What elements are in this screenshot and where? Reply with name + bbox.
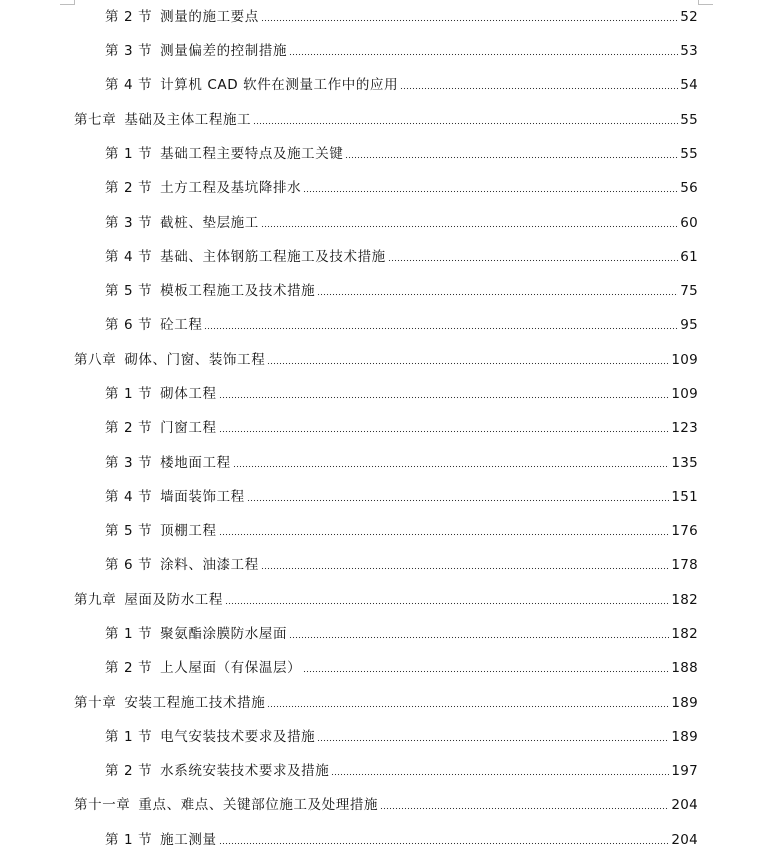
toc-entry-title: 砌体工程 bbox=[160, 386, 217, 402]
toc-page-number: 197 bbox=[671, 763, 698, 779]
toc-entry-title: 重点、难点、关键部位施工及处理措施 bbox=[138, 797, 379, 813]
toc-dot-leader bbox=[400, 87, 678, 90]
toc-entry[interactable] bbox=[105, 176, 698, 196]
toc-page-number: 109 bbox=[671, 386, 698, 402]
toc-entry-title: 截桩、垫层施工 bbox=[160, 215, 259, 231]
toc-dot-leader bbox=[345, 156, 678, 159]
toc-entry[interactable] bbox=[105, 73, 698, 93]
toc-entry-number: 第十一章 bbox=[74, 797, 131, 813]
toc-entry-title: 计算机 CAD 软件在测量工作中的应用 bbox=[160, 77, 399, 93]
toc-entry-number: 第 1 节 bbox=[105, 832, 153, 848]
toc-entry-number: 第八章 bbox=[74, 352, 117, 368]
toc-entry-number: 第 1 节 bbox=[105, 386, 153, 402]
toc-dot-leader bbox=[253, 122, 678, 125]
toc-entry-number: 第 4 节 bbox=[105, 489, 153, 505]
toc-page-number: 55 bbox=[680, 112, 698, 128]
toc-dot-leader bbox=[380, 807, 669, 810]
toc-page-number: 109 bbox=[671, 352, 698, 368]
toc-entry-number: 第 2 节 bbox=[105, 9, 153, 25]
toc-entry-title: 砌体、门窗、装饰工程 bbox=[124, 352, 266, 368]
toc-entry-number: 第 3 节 bbox=[105, 43, 153, 59]
toc-entry[interactable] bbox=[105, 656, 698, 676]
toc-dot-leader bbox=[289, 53, 678, 56]
toc-entry-title: 涂料、油漆工程 bbox=[160, 557, 259, 573]
toc-entry[interactable] bbox=[105, 553, 698, 573]
toc-entry[interactable] bbox=[105, 759, 698, 779]
toc-entry[interactable] bbox=[105, 142, 698, 162]
toc-dot-leader bbox=[303, 670, 669, 673]
toc-entry-number: 第九章 bbox=[74, 592, 117, 608]
toc-dot-leader bbox=[219, 842, 670, 845]
toc-entry-number: 第 6 节 bbox=[105, 557, 153, 573]
toc-entry-title: 基础及主体工程施工 bbox=[124, 112, 252, 128]
toc-entry-number: 第 3 节 bbox=[105, 455, 153, 471]
toc-entry-title: 聚氨酯涂膜防水屋面 bbox=[160, 626, 288, 642]
toc-entry[interactable] bbox=[74, 348, 698, 368]
toc-entry[interactable] bbox=[105, 382, 698, 402]
toc-entry[interactable] bbox=[74, 691, 698, 711]
toc-entry-number: 第 5 节 bbox=[105, 283, 153, 299]
toc-dot-leader bbox=[219, 430, 670, 433]
toc-entry[interactable] bbox=[74, 793, 698, 813]
toc-entry[interactable] bbox=[105, 725, 698, 745]
toc-entry-number: 第 2 节 bbox=[105, 763, 153, 779]
toc-entry[interactable] bbox=[105, 622, 698, 642]
toc-entry-title: 墙面装饰工程 bbox=[160, 489, 245, 505]
toc-entry-title: 门窗工程 bbox=[160, 420, 217, 436]
toc-entry-title: 屋面及防水工程 bbox=[124, 592, 224, 608]
toc-page-number: 54 bbox=[680, 77, 698, 93]
toc-page-number: 61 bbox=[680, 249, 698, 265]
toc-entry-title: 测量偏差的控制措施 bbox=[160, 43, 288, 59]
toc-dot-leader bbox=[388, 259, 678, 262]
toc-entry-title: 模板工程施工及技术措施 bbox=[160, 283, 316, 299]
toc-entry[interactable] bbox=[105, 39, 698, 59]
toc-entry[interactable] bbox=[105, 313, 698, 333]
toc-dot-leader bbox=[233, 465, 670, 468]
toc-page-number: 204 bbox=[671, 797, 698, 813]
toc-dot-leader bbox=[317, 293, 678, 296]
toc-entry[interactable] bbox=[105, 451, 698, 471]
toc-entry[interactable] bbox=[105, 279, 698, 299]
toc-dot-leader bbox=[261, 225, 678, 228]
toc-page-number: 151 bbox=[671, 489, 698, 505]
toc-dot-leader bbox=[261, 19, 678, 22]
toc-entry-number: 第 4 节 bbox=[105, 249, 153, 265]
toc-entry[interactable] bbox=[105, 5, 698, 25]
toc-page-number: 182 bbox=[671, 592, 698, 608]
toc-entry[interactable] bbox=[74, 588, 698, 608]
toc-entry-number: 第 1 节 bbox=[105, 729, 153, 745]
toc-dot-leader bbox=[219, 533, 670, 536]
toc-entry-title: 砼工程 bbox=[160, 317, 203, 333]
toc-entry[interactable] bbox=[105, 211, 698, 231]
toc-dot-leader bbox=[219, 396, 670, 399]
toc-dot-leader bbox=[317, 739, 669, 742]
toc-entry-title: 楼地面工程 bbox=[160, 455, 231, 471]
toc-dot-leader bbox=[303, 190, 678, 193]
toc-entry-number: 第 2 节 bbox=[105, 180, 153, 196]
toc-entry-title: 电气安装技术要求及措施 bbox=[160, 729, 316, 745]
toc-entry-number: 第 1 节 bbox=[105, 626, 153, 642]
toc-entry[interactable] bbox=[74, 108, 698, 128]
toc-entry-title: 土方工程及基坑降排水 bbox=[160, 180, 302, 196]
toc-dot-leader bbox=[225, 602, 669, 605]
toc-dot-leader bbox=[331, 773, 669, 776]
toc-page-number: 60 bbox=[680, 215, 698, 231]
toc-page-number: 75 bbox=[680, 283, 698, 299]
toc-page-number: 176 bbox=[671, 523, 698, 539]
toc-entry-number: 第 3 节 bbox=[105, 215, 153, 231]
toc-entry-title: 安装工程施工技术措施 bbox=[124, 695, 266, 711]
toc-entry-number: 第 6 节 bbox=[105, 317, 153, 333]
toc-entry-number: 第 5 节 bbox=[105, 523, 153, 539]
toc-page-number: 188 bbox=[671, 660, 698, 676]
toc-entry[interactable] bbox=[105, 519, 698, 539]
toc-entry-number: 第七章 bbox=[74, 112, 117, 128]
toc-dot-leader bbox=[267, 362, 669, 365]
toc-dot-leader bbox=[204, 327, 678, 330]
toc-entry-title: 上人屋面（有保温层） bbox=[160, 660, 302, 676]
toc-dot-leader bbox=[247, 499, 670, 502]
toc-entry-number: 第 4 节 bbox=[105, 77, 153, 93]
toc-page-number: 178 bbox=[671, 557, 698, 573]
toc-page-number: 189 bbox=[671, 729, 698, 745]
toc-page-number: 204 bbox=[671, 832, 698, 848]
toc-entry-number: 第 2 节 bbox=[105, 660, 153, 676]
toc-entry[interactable] bbox=[105, 245, 698, 265]
toc-page-number: 95 bbox=[680, 317, 698, 333]
toc-page-number: 52 bbox=[680, 9, 698, 25]
toc-entry[interactable] bbox=[105, 485, 698, 505]
toc-entry-title: 施工测量 bbox=[160, 832, 217, 848]
toc-page-number: 53 bbox=[680, 43, 698, 59]
toc-entry-title: 顶棚工程 bbox=[160, 523, 217, 539]
toc-page-number: 182 bbox=[671, 626, 698, 642]
toc-dot-leader bbox=[267, 705, 669, 708]
toc-page-number: 189 bbox=[671, 695, 698, 711]
toc-dot-leader bbox=[261, 567, 669, 570]
toc-entry-number: 第十章 bbox=[74, 695, 117, 711]
toc-entry-title: 水系统安装技术要求及措施 bbox=[160, 763, 330, 779]
toc-entry-title: 测量的施工要点 bbox=[160, 9, 259, 25]
toc-page-number: 55 bbox=[680, 146, 698, 162]
toc-dot-leader bbox=[289, 636, 669, 639]
toc-page-number: 123 bbox=[671, 420, 698, 436]
toc-page-number: 56 bbox=[680, 180, 698, 196]
toc-entry[interactable] bbox=[105, 416, 698, 436]
toc-entry-number: 第 1 节 bbox=[105, 146, 153, 162]
toc-page-number: 135 bbox=[671, 455, 698, 471]
toc-entry-title: 基础工程主要特点及施工关键 bbox=[160, 146, 344, 162]
toc-entry[interactable] bbox=[105, 828, 698, 848]
toc-entry-number: 第 2 节 bbox=[105, 420, 153, 436]
toc-entry-title: 基础、主体钢筋工程施工及技术措施 bbox=[160, 249, 386, 265]
